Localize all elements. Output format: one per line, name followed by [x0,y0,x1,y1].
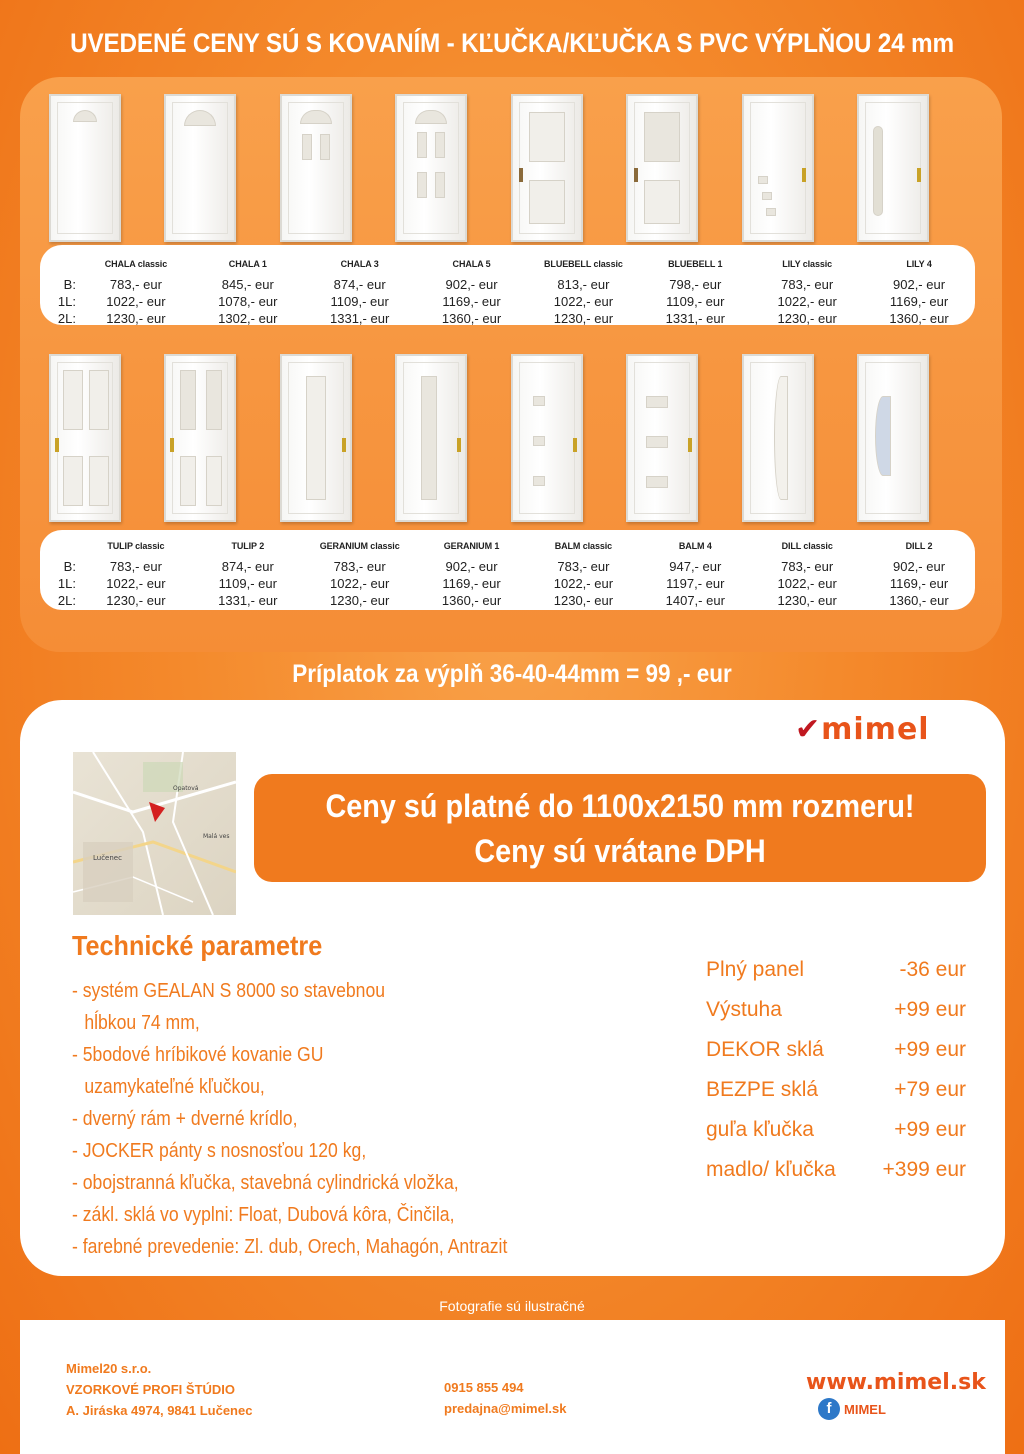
label-base: B: [63,559,76,574]
price-2l: 1302,- eur [218,311,278,326]
price-column [416,538,528,609]
tech-item: - zákl. sklá vo vyplni: Float, Dubová kôra, Činčila, [72,1204,455,1226]
prices-row-1 [40,256,975,327]
price-base: 798,- eur [669,277,722,292]
price-2l: 1331,- eur [218,593,278,608]
door-name: CHALA 1 [228,259,267,269]
door-name: BALM 4 [678,541,712,551]
price-column [527,538,639,609]
price-base: 902,- eur [445,277,498,292]
tech-item: - farebné prevedenie: Zl. dub, Orech, Mahagón, Antrazit [72,1236,508,1258]
price-1l: 1169,- eur [889,576,949,591]
label-2l: 2L: [57,311,76,326]
price-base: 845,- eur [221,277,274,292]
facebook-link[interactable] [818,1398,886,1420]
option-price: +99 eur [894,998,966,1021]
door-image-cell [28,90,141,242]
price-base: 783,- eur [781,277,834,292]
price-column [751,538,863,609]
price-1l: 1109,- eur [666,294,725,309]
price-1l: 1109,- eur [330,294,389,309]
map-label-lucenec: Lučenec [93,854,122,862]
price-1l: 1022,- eur [777,576,837,591]
price-1l: 1169,- eur [442,294,501,309]
door-balm-classic-image [511,354,583,522]
label-base: B: [63,277,76,292]
map-label-mala-ves: Malá ves [203,833,230,840]
price-1l: 1169,- eur [889,294,949,309]
door-name: BALM classic [554,541,613,551]
door-image-cell [259,350,372,522]
door-chala-3-image [280,94,352,242]
door-bluebell-classic-image [511,94,583,242]
price-column [863,256,975,327]
website-link[interactable]: www.mimel.sk [806,1370,986,1395]
price-base: 783,- eur [781,559,834,574]
brand-logo [795,712,930,747]
price-2l: 1230,- eur [553,593,614,608]
door-row-2 [28,350,994,522]
row-labels [40,256,80,327]
price-2l: 1230,- eur [777,593,837,608]
door-image-cell [837,350,950,522]
facebook-icon: f [818,1398,840,1420]
price-column [192,538,304,609]
row-labels [40,538,80,609]
price-2l: 1230,- eur [777,311,837,326]
map-label-opatova: Opatová [173,785,199,792]
validity-line-2: Ceny sú vrátane DPH [474,833,766,869]
options-price-list [706,950,966,1190]
price-base: 902,- eur [893,277,946,292]
tech-item: - JOCKER pánty s nosnosťou 120 kg, [72,1140,367,1162]
price-column [751,256,863,327]
door-image-cell [259,90,372,242]
door-name: CHALA 5 [452,259,491,269]
door-chala-1-image [164,94,236,242]
option-price: +399 eur [882,1158,966,1181]
price-2l: 1360,- eur [889,311,949,326]
option-label: madlo/ kľučka [706,1158,836,1181]
door-image-cell [721,90,834,242]
door-image-cell [490,350,603,522]
price-1l: 1169,- eur [442,576,501,591]
tech-item: uzamykateľné kľučkou, [84,1076,265,1098]
door-tulip-2-image [164,354,236,522]
door-geranium-1-image [395,354,467,522]
price-1l: 1022,- eur [330,576,390,591]
tech-params-list [72,975,565,1263]
door-name: BLUEBELL 1 [668,259,723,269]
price-column [527,256,639,327]
map-graphic [73,752,236,915]
label-1l: 1L: [57,294,76,309]
price-base: 783,- eur [109,277,162,292]
price-column [416,256,528,327]
price-column [304,538,416,609]
door-name: GERANIUM 1 [443,541,500,551]
door-name: GERANIUM classic [319,541,400,551]
door-name: CHALA classic [104,259,168,269]
door-tulip-classic-image [49,354,121,522]
price-base: 813,- eur [557,277,610,292]
price-1l: 1197,- eur [666,576,725,591]
option-price: +99 eur [894,1118,966,1141]
door-image-cell [606,350,719,522]
price-base: 783,- eur [333,559,386,574]
page-headline: UVEDENÉ CENY SÚ S KOVANÍM - KĽUČKA/KĽUČKA S PVC VÝPLŇOU 24 mm [70,28,954,58]
option-row [706,950,966,990]
location-pin-icon [149,802,165,822]
option-label: BEZPE sklá [706,1078,819,1101]
brand-name: mimel [821,712,930,747]
door-image-cell [837,90,950,242]
brand-check-icon: ✔ [795,712,822,747]
door-name: TULIP 2 [231,541,265,551]
door-image-cell [375,90,488,242]
option-price: +99 eur [894,1038,966,1061]
door-geranium-classic-image [280,354,352,522]
price-1l: 1078,- eur [218,294,278,309]
price-1l: 1022,- eur [106,294,166,309]
price-column [639,538,751,609]
company-studio: VZORKOVÉ PROFI ŠTÚDIO [66,1382,236,1397]
tech-item: - obojstranná kľučka, stavebná cylindrická vložka, [72,1172,459,1194]
door-name: DILL classic [781,541,833,551]
door-balm-4-image [626,354,698,522]
price-2l: 1331,- eur [330,311,390,326]
door-image-cell [490,90,603,242]
price-column [639,256,751,327]
price-column [192,256,304,327]
price-2l: 1360,- eur [889,593,949,608]
door-image-cell [144,350,257,522]
price-validity-box [254,774,986,882]
price-2l: 1331,- eur [665,311,725,326]
tech-item: hĺbkou 74 mm, [84,1012,200,1034]
option-row [706,1030,966,1070]
label-1l: 1L: [57,576,76,591]
price-2l: 1230,- eur [330,593,390,608]
option-price: -36 eur [899,958,966,981]
option-row [706,1070,966,1110]
tech-params-title: Technické parametre [72,930,323,961]
option-label: DEKOR sklá [706,1038,824,1061]
door-image-cell [721,350,834,522]
price-2l: 1360,- eur [441,311,502,326]
option-price: +79 eur [894,1078,966,1101]
facebook-label: MIMEL [844,1401,886,1417]
door-dill-classic-image [742,354,814,522]
price-base: 783,- eur [109,559,162,574]
door-name: LILY 4 [906,259,932,269]
price-2l: 1360,- eur [441,593,502,608]
door-lily-4-image [857,94,929,242]
contact-info [444,1377,567,1419]
price-2l: 1230,- eur [106,311,166,326]
door-row-1 [28,90,994,242]
door-name: TULIP classic [107,541,165,551]
door-name: LILY classic [782,259,833,269]
price-2l: 1407,- eur [665,593,725,608]
company-name: Mimel20 s.r.o. [66,1361,152,1376]
email-link[interactable]: predajna@mimel.sk [444,1401,567,1416]
price-1l: 1022,- eur [106,576,166,591]
price-column [80,538,192,609]
price-base: 874,- eur [221,559,274,574]
price-1l: 1022,- eur [777,294,837,309]
price-base: 874,- eur [333,277,386,292]
price-2l: 1230,- eur [553,311,614,326]
door-lily-classic-image [742,94,814,242]
filling-surcharge-note: Príplatok za výplň 36-40-44mm = 99 ,- eur [292,660,732,688]
phone-number[interactable]: 0915 855 494 [444,1380,524,1395]
validity-line-1: Ceny sú platné do 1100x2150 mm rozmeru! [325,788,915,824]
tech-item: - dverný rám + dverné krídlo, [72,1108,298,1130]
door-name: CHALA 3 [340,259,379,269]
option-row [706,1110,966,1150]
door-chala-5-image [395,94,467,242]
door-name: DILL 2 [905,541,933,551]
door-name: BLUEBELL classic [544,259,623,269]
price-base: 902,- eur [445,559,498,574]
price-2l: 1230,- eur [106,593,166,608]
price-base: 783,- eur [557,559,610,574]
door-chala-classic-image [49,94,121,242]
price-1l: 1022,- eur [553,294,614,309]
door-image-cell [144,90,257,242]
door-image-cell [606,90,719,242]
tech-item: - 5bodové hríbikové kovanie GU [72,1044,324,1066]
door-bluebell-1-image [626,94,698,242]
company-info [66,1358,252,1421]
door-image-cell [375,350,488,522]
option-label: guľa kľučka [706,1118,814,1141]
photo-disclaimer: Fotografie sú ilustračné [439,1298,585,1314]
option-row [706,1150,966,1190]
price-1l: 1022,- eur [553,576,614,591]
price-base: 902,- eur [893,559,946,574]
prices-row-2 [40,538,975,609]
price-column [863,538,975,609]
location-map [73,752,236,915]
option-row [706,990,966,1030]
price-column [304,256,416,327]
price-column [80,256,192,327]
label-2l: 2L: [57,593,76,608]
door-dill-2-image [857,354,929,522]
door-image-cell [28,350,141,522]
price-base: 947,- eur [669,559,722,574]
price-1l: 1109,- eur [218,576,277,591]
option-label: Výstuha [706,998,782,1021]
company-address: A. Jiráska 4974, 9841 Lučenec [66,1403,253,1418]
tech-item: - systém GEALAN S 8000 so stavebnou [72,980,386,1002]
option-label: Plný panel [706,958,805,981]
